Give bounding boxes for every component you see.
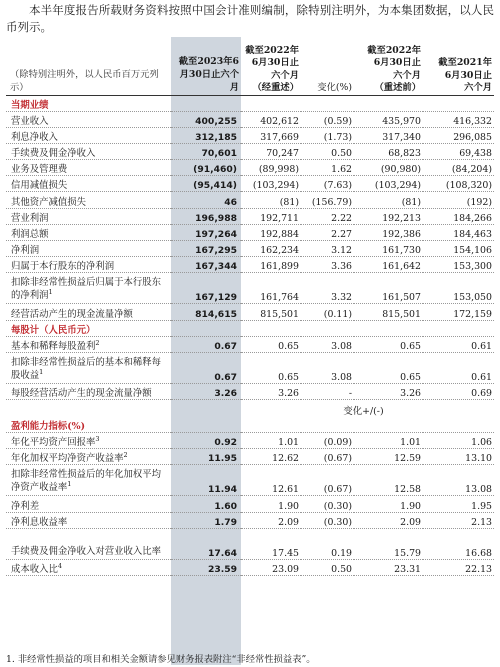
- table-row: [6, 257, 494, 273]
- row-label: 手续费及佣金净收入对营业收入比率: [6, 528, 171, 559]
- footnote: 1. 非经常性损益的项目和相关金额请参见财务报表附注“非经常性损益表”。: [6, 654, 316, 665]
- cell-c2: 1.01: [241, 432, 301, 448]
- cell-c5: 184,463: [423, 224, 494, 240]
- row-label: 营业收入: [6, 111, 171, 127]
- cell-c1: 400,255: [171, 111, 241, 127]
- table-row: [6, 528, 494, 559]
- cell-c4: 192,386: [354, 224, 423, 240]
- cell-c2: (103,294): [241, 176, 301, 192]
- table-row: [6, 208, 494, 224]
- row-label: 信用减值损失: [6, 176, 171, 192]
- cell-c3: 1.62: [301, 160, 354, 176]
- cell-c1: 70,601: [171, 143, 241, 159]
- cell-c2: 2.09: [241, 512, 301, 528]
- table-row: [6, 352, 494, 383]
- financial-highlights-table: [6, 37, 494, 576]
- section-per-share: 每股计（人民币元）: [6, 320, 494, 336]
- cell-c3: (0.09): [301, 432, 354, 448]
- table-row: [6, 273, 494, 304]
- cell-c2: (81): [241, 192, 301, 208]
- cell-c3: 0.50: [301, 143, 354, 159]
- cell-c1: 312,185: [171, 127, 241, 143]
- cell-c5: 13.10: [423, 449, 494, 465]
- cell-c1: (91,460): [171, 160, 241, 176]
- row-label: 扣除非经常性损益后归属于本行股东的净利润$^1$: [6, 273, 171, 304]
- cell-c2: 12.61: [241, 465, 301, 496]
- table-row: [6, 224, 494, 240]
- row-label: 利润总额: [6, 224, 171, 240]
- cell-c2: 192,884: [241, 224, 301, 240]
- cell-c5: 0.61: [423, 336, 494, 352]
- row-label: 归属于本行股东的净利润: [6, 257, 171, 273]
- cell-c1: 1.79: [171, 512, 241, 528]
- row-label: 成本收入比$^4$: [6, 559, 171, 575]
- table-row: [6, 432, 494, 448]
- col-2022-restated: 截至2022年 6月30日止 六个月 （经重述）: [245, 44, 299, 93]
- cell-c2: 3.26: [241, 383, 301, 399]
- row-label: 年化平均资产回报率$^3$: [6, 432, 171, 448]
- cell-c5: (192): [423, 192, 494, 208]
- row-label: 每股经营活动产生的现金流量净额: [6, 383, 171, 399]
- cell-c1: 17.64: [171, 528, 241, 559]
- table-row: [6, 111, 494, 127]
- table-row: [6, 304, 494, 320]
- cell-c2: 192,711: [241, 208, 301, 224]
- table-row: [6, 512, 494, 528]
- cell-c5: 153,050: [423, 273, 494, 304]
- table-row: [6, 241, 494, 257]
- cell-c5: (108,320): [423, 176, 494, 192]
- cell-c2: 402,612: [241, 111, 301, 127]
- row-label: 业务及管理费: [6, 160, 171, 176]
- section-results: 当期业绩: [6, 95, 494, 111]
- table-row: [6, 176, 494, 192]
- cell-c4: 12.58: [354, 465, 423, 496]
- cell-c3: 3.32: [301, 273, 354, 304]
- cell-c5: (84,204): [423, 160, 494, 176]
- cell-c3: (0.30): [301, 496, 354, 512]
- cell-c5: 1.06: [423, 432, 494, 448]
- cell-c5: 0.69: [423, 383, 494, 399]
- row-label: 其他资产减值损失: [6, 192, 171, 208]
- cell-c5: 1.95: [423, 496, 494, 512]
- col-2023: 截至2023年6月30日止六个月: [178, 55, 239, 93]
- cell-c1: 3.26: [171, 383, 241, 399]
- cell-c4: (81): [354, 192, 423, 208]
- table-row: [6, 449, 494, 465]
- cell-c4: 435,970: [354, 111, 423, 127]
- table-row: [6, 465, 494, 496]
- cell-c2: 12.62: [241, 449, 301, 465]
- cell-c4: 161,730: [354, 241, 423, 257]
- cell-c1: 167,129: [171, 273, 241, 304]
- row-label: 基本和稀释每股盈利$^2$: [6, 336, 171, 352]
- cell-c1: 0.92: [171, 432, 241, 448]
- cell-c5: 2.13: [423, 512, 494, 528]
- col-2022-original: 截至2022年 6月30日止 六个月 （重述前）: [367, 44, 421, 93]
- cell-c1: 814,615: [171, 304, 241, 320]
- cell-c2: 23.09: [241, 559, 301, 575]
- cell-c1: 46: [171, 192, 241, 208]
- cell-c3: (156.79): [301, 192, 354, 208]
- cell-c2: 161,764: [241, 273, 301, 304]
- row-label: 年化加权平均净资产收益率$^2$: [6, 449, 171, 465]
- col-2021: 截至2021年 6月30日止 六个月: [438, 57, 492, 93]
- cell-c4: (103,294): [354, 176, 423, 192]
- cell-c5: 416,332: [423, 111, 494, 127]
- cell-c3: -: [301, 383, 354, 399]
- cell-c3: (0.59): [301, 111, 354, 127]
- row-label: 经营活动产生的现金流量净额: [6, 304, 171, 320]
- cell-c4: 0.65: [354, 352, 423, 383]
- cell-c3: (7.63): [301, 176, 354, 192]
- row-label: 净利息收益率: [6, 512, 171, 528]
- cell-c5: 69,438: [423, 143, 494, 159]
- table-row: [6, 383, 494, 399]
- table-row: [6, 496, 494, 512]
- cell-c1: 23.59: [171, 559, 241, 575]
- cell-c4: 815,501: [354, 304, 423, 320]
- cell-c4: 317,340: [354, 127, 423, 143]
- cell-c4: (90,980): [354, 160, 423, 176]
- cell-c5: 184,266: [423, 208, 494, 224]
- cell-c3: 0.19: [301, 528, 354, 559]
- row-label: 净利差: [6, 496, 171, 512]
- cell-c4: 3.26: [354, 383, 423, 399]
- cell-c3: 2.27: [301, 224, 354, 240]
- cell-c4: 12.59: [354, 449, 423, 465]
- cell-c5: 13.08: [423, 465, 494, 496]
- cell-c2: 0.65: [241, 352, 301, 383]
- cell-c3: 3.08: [301, 352, 354, 383]
- cell-c2: 70,247: [241, 143, 301, 159]
- cell-c5: 153,300: [423, 257, 494, 273]
- cell-c2: 0.65: [241, 336, 301, 352]
- cell-c2: 162,234: [241, 241, 301, 257]
- cell-c5: 172,159: [423, 304, 494, 320]
- cell-c4: 68,823: [354, 143, 423, 159]
- cell-c1: 0.67: [171, 336, 241, 352]
- change-note-row: [6, 399, 494, 417]
- cell-c4: 1.90: [354, 496, 423, 512]
- cell-c4: 192,213: [354, 208, 423, 224]
- unit-note: （除特别注明外，以人民币百万元列示）: [10, 68, 159, 93]
- row-label: 手续费及佣金净收入: [6, 143, 171, 159]
- cell-c4: 1.01: [354, 432, 423, 448]
- cell-c3: (1.73): [301, 127, 354, 143]
- cell-c2: 815,501: [241, 304, 301, 320]
- section-profitability: 盈利能力指标(%): [6, 417, 494, 433]
- cell-c1: 196,988: [171, 208, 241, 224]
- cell-c4: 0.65: [354, 336, 423, 352]
- row-label: 净利润: [6, 241, 171, 257]
- cell-c3: (0.30): [301, 512, 354, 528]
- cell-c2: 161,899: [241, 257, 301, 273]
- cell-c3: (0.67): [301, 465, 354, 496]
- cell-c1: 197,264: [171, 224, 241, 240]
- table-row: [6, 192, 494, 208]
- cell-c1: 11.94: [171, 465, 241, 496]
- row-label: 扣除非经常性损益后的年化加权平均净资产收益率$^1$: [6, 465, 171, 496]
- cell-c3: 3.12: [301, 241, 354, 257]
- row-label: 营业利润: [6, 208, 171, 224]
- cell-c1: (95,414): [171, 176, 241, 192]
- row-label: 扣除非经常性损益后的基本和稀释每股收益$^1$: [6, 352, 171, 383]
- cell-c2: 1.90: [241, 496, 301, 512]
- cell-c4: 2.09: [354, 512, 423, 528]
- cell-c3: 2.22: [301, 208, 354, 224]
- cell-c4: 15.79: [354, 528, 423, 559]
- cell-c3: 3.08: [301, 336, 354, 352]
- table-row: [6, 143, 494, 159]
- cell-c3: (0.11): [301, 304, 354, 320]
- cell-c4: 23.31: [354, 559, 423, 575]
- cell-c5: 154,106: [423, 241, 494, 257]
- cell-c3: 0.50: [301, 559, 354, 575]
- cell-c5: 0.61: [423, 352, 494, 383]
- cell-c4: 161,642: [354, 257, 423, 273]
- cell-c1: 167,344: [171, 257, 241, 273]
- cell-c1: 167,295: [171, 241, 241, 257]
- cell-c3: 3.36: [301, 257, 354, 273]
- cell-c1: 11.95: [171, 449, 241, 465]
- cell-c1: 0.67: [171, 352, 241, 383]
- table-row: [6, 160, 494, 176]
- col-change: 变化(%): [317, 82, 352, 93]
- row-label: 利息净收入: [6, 127, 171, 143]
- table-row: [6, 336, 494, 352]
- cell-c5: 296,085: [423, 127, 494, 143]
- cell-c2: (89,998): [241, 160, 301, 176]
- cell-c2: 317,669: [241, 127, 301, 143]
- change-note: 变化+/(-): [343, 405, 384, 417]
- cell-c3: (0.67): [301, 449, 354, 465]
- table-row: [6, 559, 494, 575]
- cell-c5: 16.68: [423, 528, 494, 559]
- intro-paragraph: 本半年度报告所载财务资料按照中国会计准则编制，除特别注明外，为本集团数据，以人民币列示。: [6, 3, 494, 34]
- table-row: [6, 127, 494, 143]
- cell-c2: 17.45: [241, 528, 301, 559]
- cell-c1: 1.60: [171, 496, 241, 512]
- cell-c4: 161,507: [354, 273, 423, 304]
- cell-c5: 22.13: [423, 559, 494, 575]
- table-header: [6, 37, 494, 95]
